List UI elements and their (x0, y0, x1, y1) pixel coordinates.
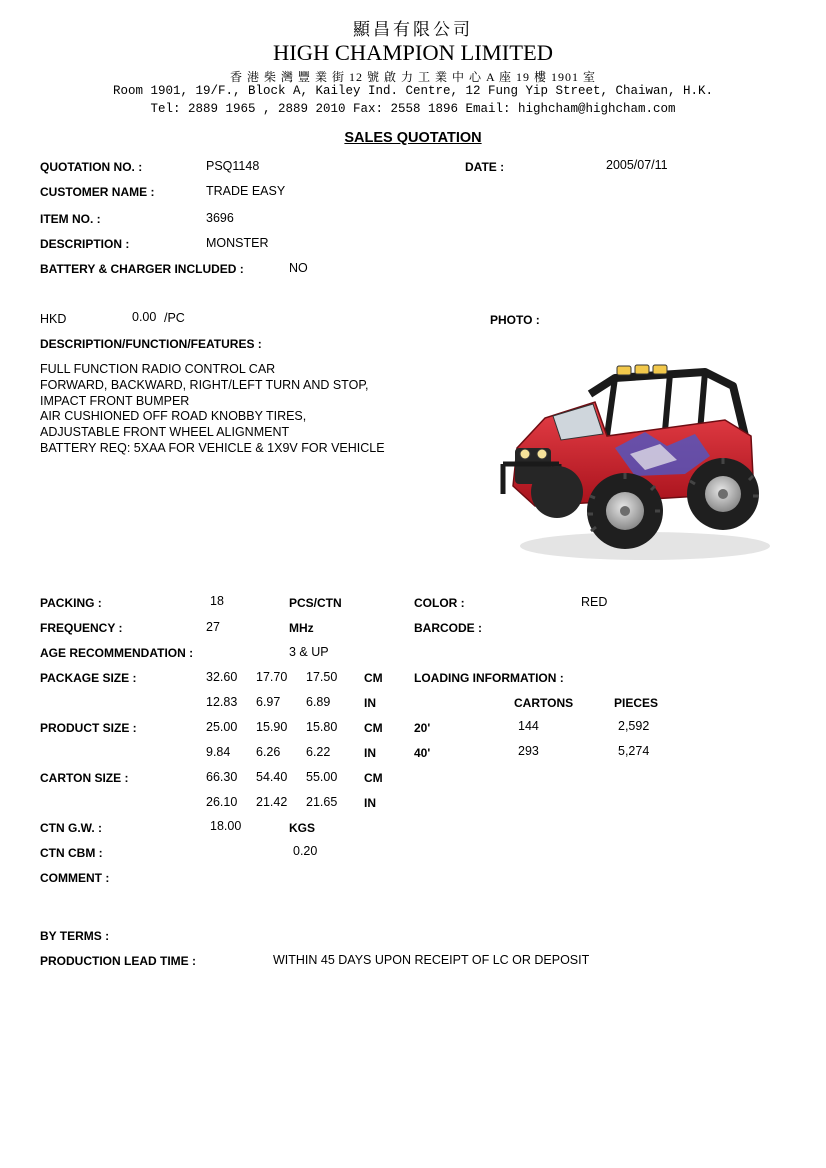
feature-line: FORWARD, BACKWARD, RIGHT/LEFT TURN AND STOP, (40, 377, 369, 392)
address-cn: 香 港 柴 灣 豐 業 街 12 號 啟 力 工 業 中 心 A 座 19 樓 1901 室 (229, 70, 596, 84)
description-value: MONSTER (206, 236, 269, 250)
carton-in-l: 26.10 (206, 795, 238, 809)
carton-cm-l: 66.30 (206, 770, 238, 784)
unit-cm: CM (364, 721, 383, 735)
battery-label: BATTERY & CHARGER INCLUDED : (40, 262, 244, 276)
item-no: 3696 (206, 211, 234, 225)
photo-label: PHOTO : (490, 313, 540, 327)
carton-in-h: 21.65 (306, 795, 338, 809)
features-label: DESCRIPTION/FUNCTION/FEATURES : (40, 337, 262, 351)
carton-cm-w: 54.40 (256, 770, 288, 784)
feature-line: AIR CUSHIONED OFF ROAD KNOBBY TIRES, (40, 409, 307, 424)
description-label: DESCRIPTION : (40, 237, 130, 251)
customer-name: TRADE EASY (206, 184, 286, 198)
ctn-gw-label: CTN G.W. : (40, 821, 102, 835)
product-size-label: PRODUCT SIZE : (40, 721, 137, 735)
feature-line: IMPACT FRONT BUMPER (40, 393, 190, 408)
packing-label: PACKING : (40, 596, 102, 610)
frequency-label: FREQUENCY : (40, 621, 123, 635)
package-size-label: PACKAGE SIZE : (40, 671, 137, 685)
carton-in-w: 21.42 (256, 795, 288, 809)
product-in-l: 9.84 (206, 745, 231, 759)
product-cm-w: 15.90 (256, 720, 288, 734)
age-label: AGE RECOMMENDATION : (40, 646, 194, 660)
barcode-label: BARCODE : (414, 621, 482, 635)
date-value: 2005/07/11 (606, 158, 668, 172)
package-in-w: 6.97 (256, 695, 281, 709)
price-amount: 0.00 (132, 310, 157, 324)
loading-info-label: LOADING INFORMATION : (414, 671, 564, 685)
loading-col-pieces: PIECES (614, 696, 659, 710)
unit-in: IN (364, 746, 376, 760)
loading-pieces-40: 5,274 (618, 744, 650, 758)
company-name-cn: 顯昌有限公司 (353, 20, 473, 39)
price-currency: HKD (40, 312, 67, 326)
loading-pieces-20: 2,592 (618, 719, 650, 733)
loading-size-40: 40' (414, 746, 431, 760)
package-cm-w: 17.70 (256, 670, 288, 684)
rc-car-illustration (495, 336, 777, 582)
packing-unit: PCS/CTN (289, 596, 342, 610)
color-value: RED (581, 595, 608, 609)
by-terms-label: BY TERMS : (40, 929, 110, 943)
lead-time-value: WITHIN 45 DAYS UPON RECEIPT OF LC OR DEPOSIT (273, 953, 590, 967)
ctn-cbm-label: CTN CBM : (40, 846, 103, 860)
quotation-no: PSQ1148 (206, 159, 260, 173)
ctn-gw-unit: KGS (289, 821, 316, 835)
package-cm-l: 32.60 (206, 670, 238, 684)
unit-in: IN (364, 696, 376, 710)
company-name-en: HIGH CHAMPION LIMITED (273, 40, 553, 65)
lead-time-label: PRODUCTION LEAD TIME : (40, 954, 196, 968)
age-value: 3 & UP (289, 645, 329, 659)
unit-cm: CM (364, 671, 383, 685)
loading-cartons-40: 293 (518, 744, 539, 758)
color-label: COLOR : (414, 596, 465, 610)
package-cm-h: 17.50 (306, 670, 338, 684)
contact-line: Tel: 2889 1965 , 2889 2010 Fax: 2558 1896 Email: highcham@highcham.com (150, 102, 676, 116)
package-in-l: 12.83 (206, 695, 238, 709)
carton-cm-h: 55.00 (306, 770, 338, 784)
address-en: Room 1901, 19/F., Block A, Kailey Ind. Centre, 12 Fung Yip Street, Chaiwan, H.K. (112, 84, 714, 98)
feature-line: ADJUSTABLE FRONT WHEEL ALIGNMENT (40, 425, 290, 440)
frequency-value: 27 (206, 620, 220, 634)
feature-line: BATTERY REQ: 5XAA FOR VEHICLE & 1X9V FOR VEHICLE (40, 440, 385, 455)
loading-size-20: 20' (414, 721, 431, 735)
packing-value: 18 (210, 594, 224, 608)
price-unit: /PC (164, 311, 185, 325)
date-label: DATE : (465, 160, 505, 174)
document-title: SALES QUOTATION (344, 130, 482, 146)
feature-line: FULL FUNCTION RADIO CONTROL CAR (40, 362, 276, 376)
quotation-no-label: QUOTATION NO. : (40, 160, 143, 174)
product-photo (495, 336, 777, 582)
carton-size-label: CARTON SIZE : (40, 771, 129, 785)
product-cm-l: 25.00 (206, 720, 238, 734)
comment-label: COMMENT : (40, 871, 110, 885)
frequency-unit: MHz (289, 621, 314, 635)
product-in-h: 6.22 (306, 745, 331, 759)
package-in-h: 6.89 (306, 695, 331, 709)
ctn-gw-value: 18.00 (210, 819, 242, 833)
features-list (40, 362, 385, 457)
loading-col-cartons: CARTONS (514, 696, 574, 710)
unit-cm: CM (364, 771, 383, 785)
battery-value: NO (289, 261, 308, 275)
product-cm-h: 15.80 (306, 720, 338, 734)
unit-in: IN (364, 796, 376, 810)
customer-name-label: CUSTOMER NAME : (40, 185, 155, 199)
product-in-w: 6.26 (256, 745, 281, 759)
loading-cartons-20: 144 (518, 719, 539, 733)
ctn-cbm-value: 0.20 (293, 844, 318, 858)
item-no-label: ITEM NO. : (40, 212, 101, 226)
